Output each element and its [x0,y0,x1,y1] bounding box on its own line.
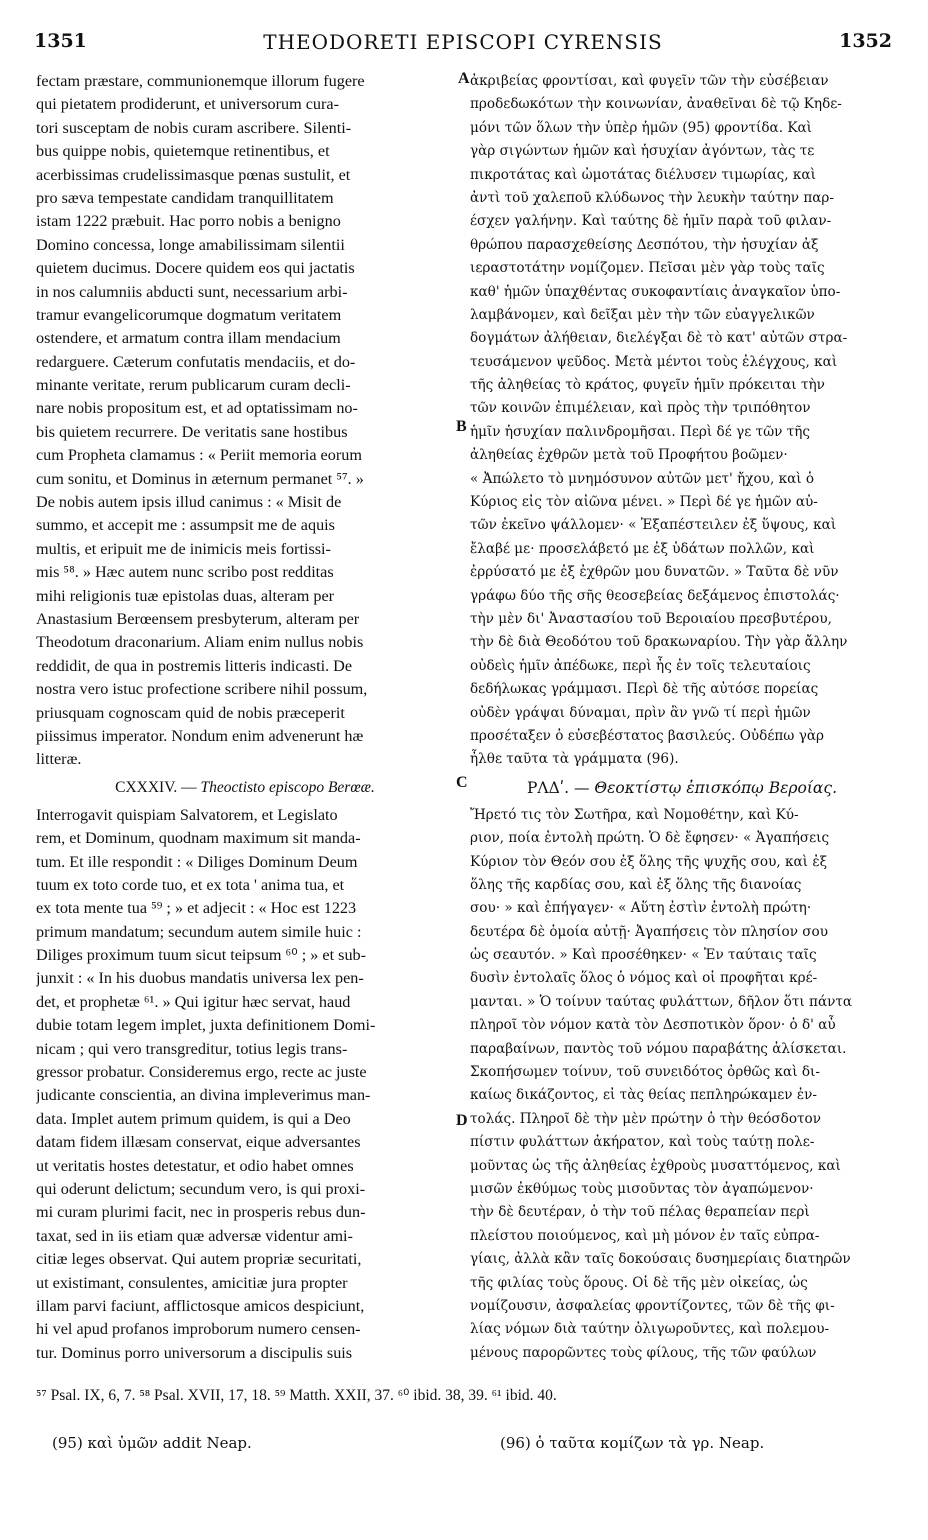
text-line: Domino concessa, longe amabilissimam silentii [36,235,345,254]
text-line: ἀκριβείας φροντίσαι, καὶ φυγεῖν τῶν τὴν εὐσέβειαν [470,73,829,89]
text-line: hi vel apud profanos improborum numero censen- [36,1320,361,1339]
running-title: THEODORETI EPISCOPI CYRENSIS [263,30,663,54]
text-line: mi curam plurimi facit, nec in prosperis rebus dun- [36,1203,366,1222]
page-number-right: 1352 [839,30,892,52]
text-line: ἡμῖν ἡσυχίαν παλινδρομῆσαι. Περὶ δέ γε τῶν τῆς [470,423,811,440]
text-line: junxit : « In his duobus mandatis universa lex pen- [36,969,364,988]
text-line: De nobis autem ipsis illud canimus : « Misit de [36,493,342,512]
latin-letter-number: CXXXIV. — [115,778,197,796]
text-line: mis ⁵⁸. » Hæc autem nunc scribo post redditas [36,563,334,582]
text-line: ριον, ποία ἐντολὴ πρώτη. Ὁ δὲ ἔφησεν· « Ἀγαπήσεις [470,830,830,847]
text-line: τῶν κοινῶν ἐπιμέλειαν, καὶ πρὸς τὴν τριπόθητον [470,400,811,417]
text-line: ἔλαβέ με· προσελάβετό με ἐξ ὑδάτων πολλῶν, καὶ [470,540,815,557]
text-line: istam 1222 præbuit. Hac porro nobis a benigno [36,212,341,231]
text-line: Κύριον τὸν Θεόν σου ἐξ ὅλης τῆς ψυχῆς σου, καὶ ἐξ [470,853,828,870]
text-line: acerbissimas crudelissimasque pœnas sustulit, et [36,165,351,184]
text-line: μισῶν ἐκθύμως τοὺς μισοῦντας τὸν ἀγαπώμενον· [470,1180,814,1197]
text-line: ut veritatis hostes detestatur, et odio habet omnes [36,1156,354,1175]
latin-letter-heading [36,772,454,804]
text-line: piissimus imperator. Nondum enim advenerunt hæ [36,726,364,745]
text-line: τολάς. Πληροῖ δὲ τὴν μὲν πρώτην ὁ τὴν θεόσδοτον [470,1110,822,1127]
text-line: Anastasium Berœensem presbyterum, alteram per [36,609,360,628]
text-line: tori susceptam de nobis curam ascribere. Silenti- [36,118,352,137]
variant-note-95: (95) καὶ ὑμῶν addit Neap. [52,1434,252,1452]
text-line: θρώπου παρασχεθείσης Δεσπότου, τὴν ἡσυχίαν ἀξ [470,236,819,253]
text-line: multis, et eripuit me de inimicis meis fortissi- [36,539,331,558]
variant-note-96: (96) ὁ ταῦτα κομίζων τὰ γρ. Neap. [500,1434,765,1452]
text-line: litteræ. [36,750,82,769]
text-line: προδεδωκότων τὴν κοινωνίαν, ἀναθεῖναι δὲ τῷ Κηδε- [470,96,842,113]
text-line: γίαις, ἀλλὰ κἂν ταῖς δοκούσαις δυσημερίαις διατηρῶν [470,1251,851,1268]
latin-text-part-1 [36,70,454,772]
text-line: μένους παρορῶντες τοὺς φίλους, τῆς τῶν φαύλων [470,1344,817,1361]
text-line: τὴν δὲ διὰ Θεοδότου τοῦ δρακωναρίου. Τὴν γὰρ ἄλλην [470,634,848,651]
text-line: nare nobis propositum est, et ad optatissimam no- [36,399,358,418]
text-line: tur. Dominus porro universorum a discipulis suis [36,1343,353,1362]
text-line: πληροῖ τὸν νόμον κατὰ τὸν Δεσποτικὸν ὅρον· ὁ δ' αὖ [470,1017,836,1034]
text-line: έσχεν γαλήνην. Καὶ ταύτης δὲ ἡμῖν παρὰ τοῦ φιλαν- [470,213,832,230]
text-line: ἀληθείας ἐχθρῶν μετὰ τοῦ Προφήτου βοῶμεν· [470,447,788,464]
text-line: ὡς σεαυτόν. » Καὶ προσέθηκεν· « Ἐν ταύταις ταῖς [470,947,817,964]
text-line: τῆς ἀληθείας τὸ κράτος, φυγεῖν ἡμῖν πρόκειται τὴν [470,377,825,394]
text-line: « Ἀπώλετο τὸ μνημόσυνον αὐτῶν μετ' ἤχου, καὶ ὁ [470,470,815,487]
greek-text-part-1 [470,70,894,772]
text-line: δευτέρα δὲ ὁμοία αὐτῇ· Ἀγαπήσεις τὸν πλησίον σου [470,923,829,940]
text-line: δεδήλωκας γράμμασι. Περὶ δὲ τῆς αὐτόσε πορείας [470,681,819,698]
margin-marker-b: B [456,418,467,435]
text-line: Κύριος εἰς τὸν αἰῶνα μένει. » Περὶ δέ γε ἡμῶν αὐ- [470,494,818,511]
text-line: taxat, sed in iis etiam quæ adversæ videntur ami- [36,1226,353,1245]
text-line: redarguere. Cæterum confutatis mendaciis, et do- [36,352,356,371]
greek-text-part-2 [470,804,894,1365]
text-line: in nos calumniis abducti sunt, necessarium arbi- [36,282,348,301]
text-line: καίως δικάζοντος, εἰ τὰς θείας πεπληρώκαμεν ἐν- [470,1087,818,1104]
text-line: nicam ; qui vero transgreditur, totius legis trans- [36,1039,348,1058]
text-line: priusquam cognoscam quid de nobis præceperit [36,703,345,722]
text-line: qui oderunt delictum; secundum vero, is qui proxi- [36,1179,366,1198]
text-line: δυσὶν ἐντολαῖς ὅλος ὁ νόμος καὶ οἱ προφῆται κρέ- [470,970,818,987]
text-line: μανται. » Ὁ τοίνυν ταύτας φυλάττων, δῆλον ὅτι πάντα [470,993,853,1010]
text-line: Σκοπήσωμεν τοίνυν, τοῦ συνειδότος ὀρθῶς καὶ δι- [470,1064,820,1081]
text-line: πλείστου ποιούμενος, καὶ μὴ μόνον ἐν ταῖς εὐπρα- [470,1227,820,1244]
text-line: μοῦντας ὡς τῆς ἀληθείας ἐχθροὺς μυσαττόμενος, καὶ [470,1157,841,1174]
text-line: Interrogavit quispiam Salvatorem, et Legislato [36,805,338,824]
text-line: datam fidem illæsam conservat, eique adversantes [36,1133,361,1152]
latin-text-part-2 [36,804,454,1365]
text-line: dubie totam legem implet, juxta definitionem Domi- [36,1016,376,1035]
text-line: bus quippe nobis, quietemque retinentibus, et [36,142,330,161]
text-line: ostendere, et armatum contra illam mendacium [36,329,341,348]
text-line: tuum ex toto corde tuo, et ex tota ' anima tua, et [36,875,345,894]
text-line: illam parvi faciunt, afflictosque amicos despiciunt, [36,1296,365,1315]
text-line: minante veritate, rerum publicarum curam decli- [36,376,351,395]
text-line: τευσάμενον ψεῦδος. Μετὰ μέντοι τοὺς ἐλέγχους, καὶ [470,353,838,370]
text-line: quietem ducimus. Docere quidem eos qui jactatis [36,259,355,278]
text-line: mihi religionis tuæ epistolas duas, alteram per [36,586,335,605]
text-line: μόνι τῶν ὅλων τὴν ὑπὲρ ἡμῶν (95) φροντίδα. Καὶ [470,119,813,136]
text-line: ἦλθε ταῦτα τὰ γράμματα (96). [470,751,679,768]
text-line: rem, et Dominum, quodnam maximum sit manda- [36,829,361,848]
text-line: primum mandatum; secundum autem simile huic : [36,922,362,941]
text-line: λαμβάνομεν, καὶ δεῖξαι μὲν τὴν τῶν εὐαγγελικῶν [470,306,815,323]
margin-marker-a: A [458,70,470,87]
text-line: παραβαίνων, παντὸς τοῦ νόμου παραβάτης ἁλίσκεται. [470,1040,847,1057]
greek-letter-title: Θεοκτίστῳ ἐπισκόπῳ Βεροίας. [594,778,838,797]
greek-letter-number: ΡΛΔʹ. — [526,778,590,797]
text-line: Theodotum draconarium. Aliam enim nullus nobis [36,633,364,652]
text-line: γράφω δύο τῆς σῆς θεοσεβείας δεξάμενος ἐπιστολάς· [470,587,840,604]
latin-column [36,70,454,1365]
greek-letter-heading [470,772,894,804]
text-line: τὴν μὲν δι' Ἀναστασίου τοῦ Βεροιαίου πρεσβυτέρου, [470,610,832,627]
text-line: ἀντὶ τοῦ χαλεποῦ κλύδωνος τὴν λευκὴν ταύτην παρ- [470,189,835,206]
text-line: γὰρ σιγώντων ἡμῶν καὶ ἡσυχίαν ἀγόντων, τὰς τε [470,143,815,160]
text-line: reddidit, de qua in postremis litteris indicasti. De [36,656,353,675]
text-line: det, et prophetæ ⁶¹. » Qui igitur hæc servat, haud [36,992,351,1011]
text-line: ἐρρύσατό με ἐξ ἐχθρῶν μου δυνατῶν. » Ταῦτα δὲ νῦν [470,564,839,581]
latin-letter-title: Theoctisto episcopo Berœæ. [200,778,375,796]
text-line: cum sonitu, et Dominus in æternum permanet ⁵⁷. » [36,469,364,488]
running-header [34,30,892,60]
text-line: πικροτάτας καὶ ὠμοτάτας διέλυσεν τιμωρίας, καὶ [470,166,816,183]
text-line: judicante conscientia, an divina impleverimus man- [36,1086,371,1105]
text-line: bis quietem recurrere. De veritatis sane hostibus [36,422,348,441]
text-line: σου· » καὶ ἐπήγαγεν· « Αὕτη ἐστὶν ἐντολὴ πρώτη· [470,900,812,917]
text-line: tramur evangelicorumque dogmatum veritatem [36,305,342,324]
text-line: Ἤρετό τις τὸν Σωτῆρα, καὶ Νομοθέτην, καὶ Κύ- [470,806,799,823]
text-line: ex tota mente tua ⁵⁹ ; » et adjecit : « Hoc est 1223 [36,899,357,918]
text-line: tum. Et ille respondit : « Diliges Dominum Deum [36,852,358,871]
text-line: οὐδὲν γράψαι δύναμαι, πρὶν ἂν γνῶ τί περὶ ἡμῶν [470,704,811,721]
text-line: gressor probatur. Consideremus ergo, recte ac juste [36,1063,367,1082]
text-line: Diliges proximum tuum sicut teipsum ⁶⁰ ; » et sub- [36,946,367,965]
text-line: λίας νόμων διὰ ταύτην ὀλιγωροῦντες, καὶ πολεμου- [470,1321,830,1338]
text-line: data. Implet autem primum quidem, is qui a Deo [36,1109,351,1128]
text-line: τὴν δὲ δευτέραν, ὁ τὴν τοῦ πέλας θεραπείαν περὶ [470,1204,810,1221]
text-line: nostra vero istuc profectione scribere nihil possum, [36,680,368,699]
text-line: cum Propheta clamamus : « Periit memoria eorum [36,446,362,465]
footnotes: ⁵⁷ Psal. IX, 6, 7. ⁵⁸ Psal. XVII, 17, 18. ⁵⁹ Matth. XXII, 37. ⁶⁰ ibid. 38, 39. ⁶¹ ibid. 40. [36,1387,557,1404]
text-line: οὐδεὶς ἡμῖν ἀπέδωκε, περὶ ἧς ἐν τοῖς τελευταίοις [470,657,811,674]
text-line: τῆς φιλίας τοὺς ὅρους. Οἱ δὲ τῆς μὲν οἰκείας, ὡς [470,1274,808,1291]
text-line: δογμάτων ἀλήθειαν, διελέγξαι δὲ τὸ κατ' αὐτῶν στρα- [470,330,848,347]
text-line: ιεραστοτάτην νομίζομεν. Πεῖσαι μὲν γὰρ τοὺς ταῖς [470,260,825,277]
text-line: fectam præstare, communionemque illorum fugere [36,72,365,90]
text-line: pro sæva tempestate candidam tranquillitatem [36,188,334,207]
page-number-left: 1351 [34,30,87,52]
text-line: πίστιν φυλάττων ἀκήρατον, καὶ τοὺς ταύτῃ πολε- [470,1134,815,1151]
text-line: summo, et accepit me : assumpsit me de aquis [36,516,335,535]
text-line: citiæ leges observat. Qui autem propriæ securitati, [36,1250,362,1269]
margin-marker-d: D [456,1112,468,1129]
text-line: καθ' ἡμῶν ὑπαχθέντας συκοφαντίαις ἀναγκαῖον ὑπο- [470,283,841,300]
text-line: προσέταξεν ὁ εὐσεβέστατος βασιλεύς. Οὐδέπω γὰρ [470,727,824,744]
text-line: νομίζουσιν, ἀσφαλείας φροντίζοντες, τῶν δὲ τῆς φι- [470,1297,835,1314]
text-line: ut existimant, consulentes, amicitiæ jura propter [36,1273,348,1292]
margin-marker-c: C [456,774,468,791]
text-line: τῶν ἐκεῖνο ψάλλομεν· « Ἐξαπέστειλεν ἐξ ὕψους, καὶ [470,517,837,534]
text-line: qui pietatem prodiderunt, et universorum cura- [36,95,339,114]
greek-column [470,70,894,1365]
text-line: ὅλης τῆς καρδίας σου, καὶ ἐξ ὅλης τῆς διανοίας [470,876,802,893]
